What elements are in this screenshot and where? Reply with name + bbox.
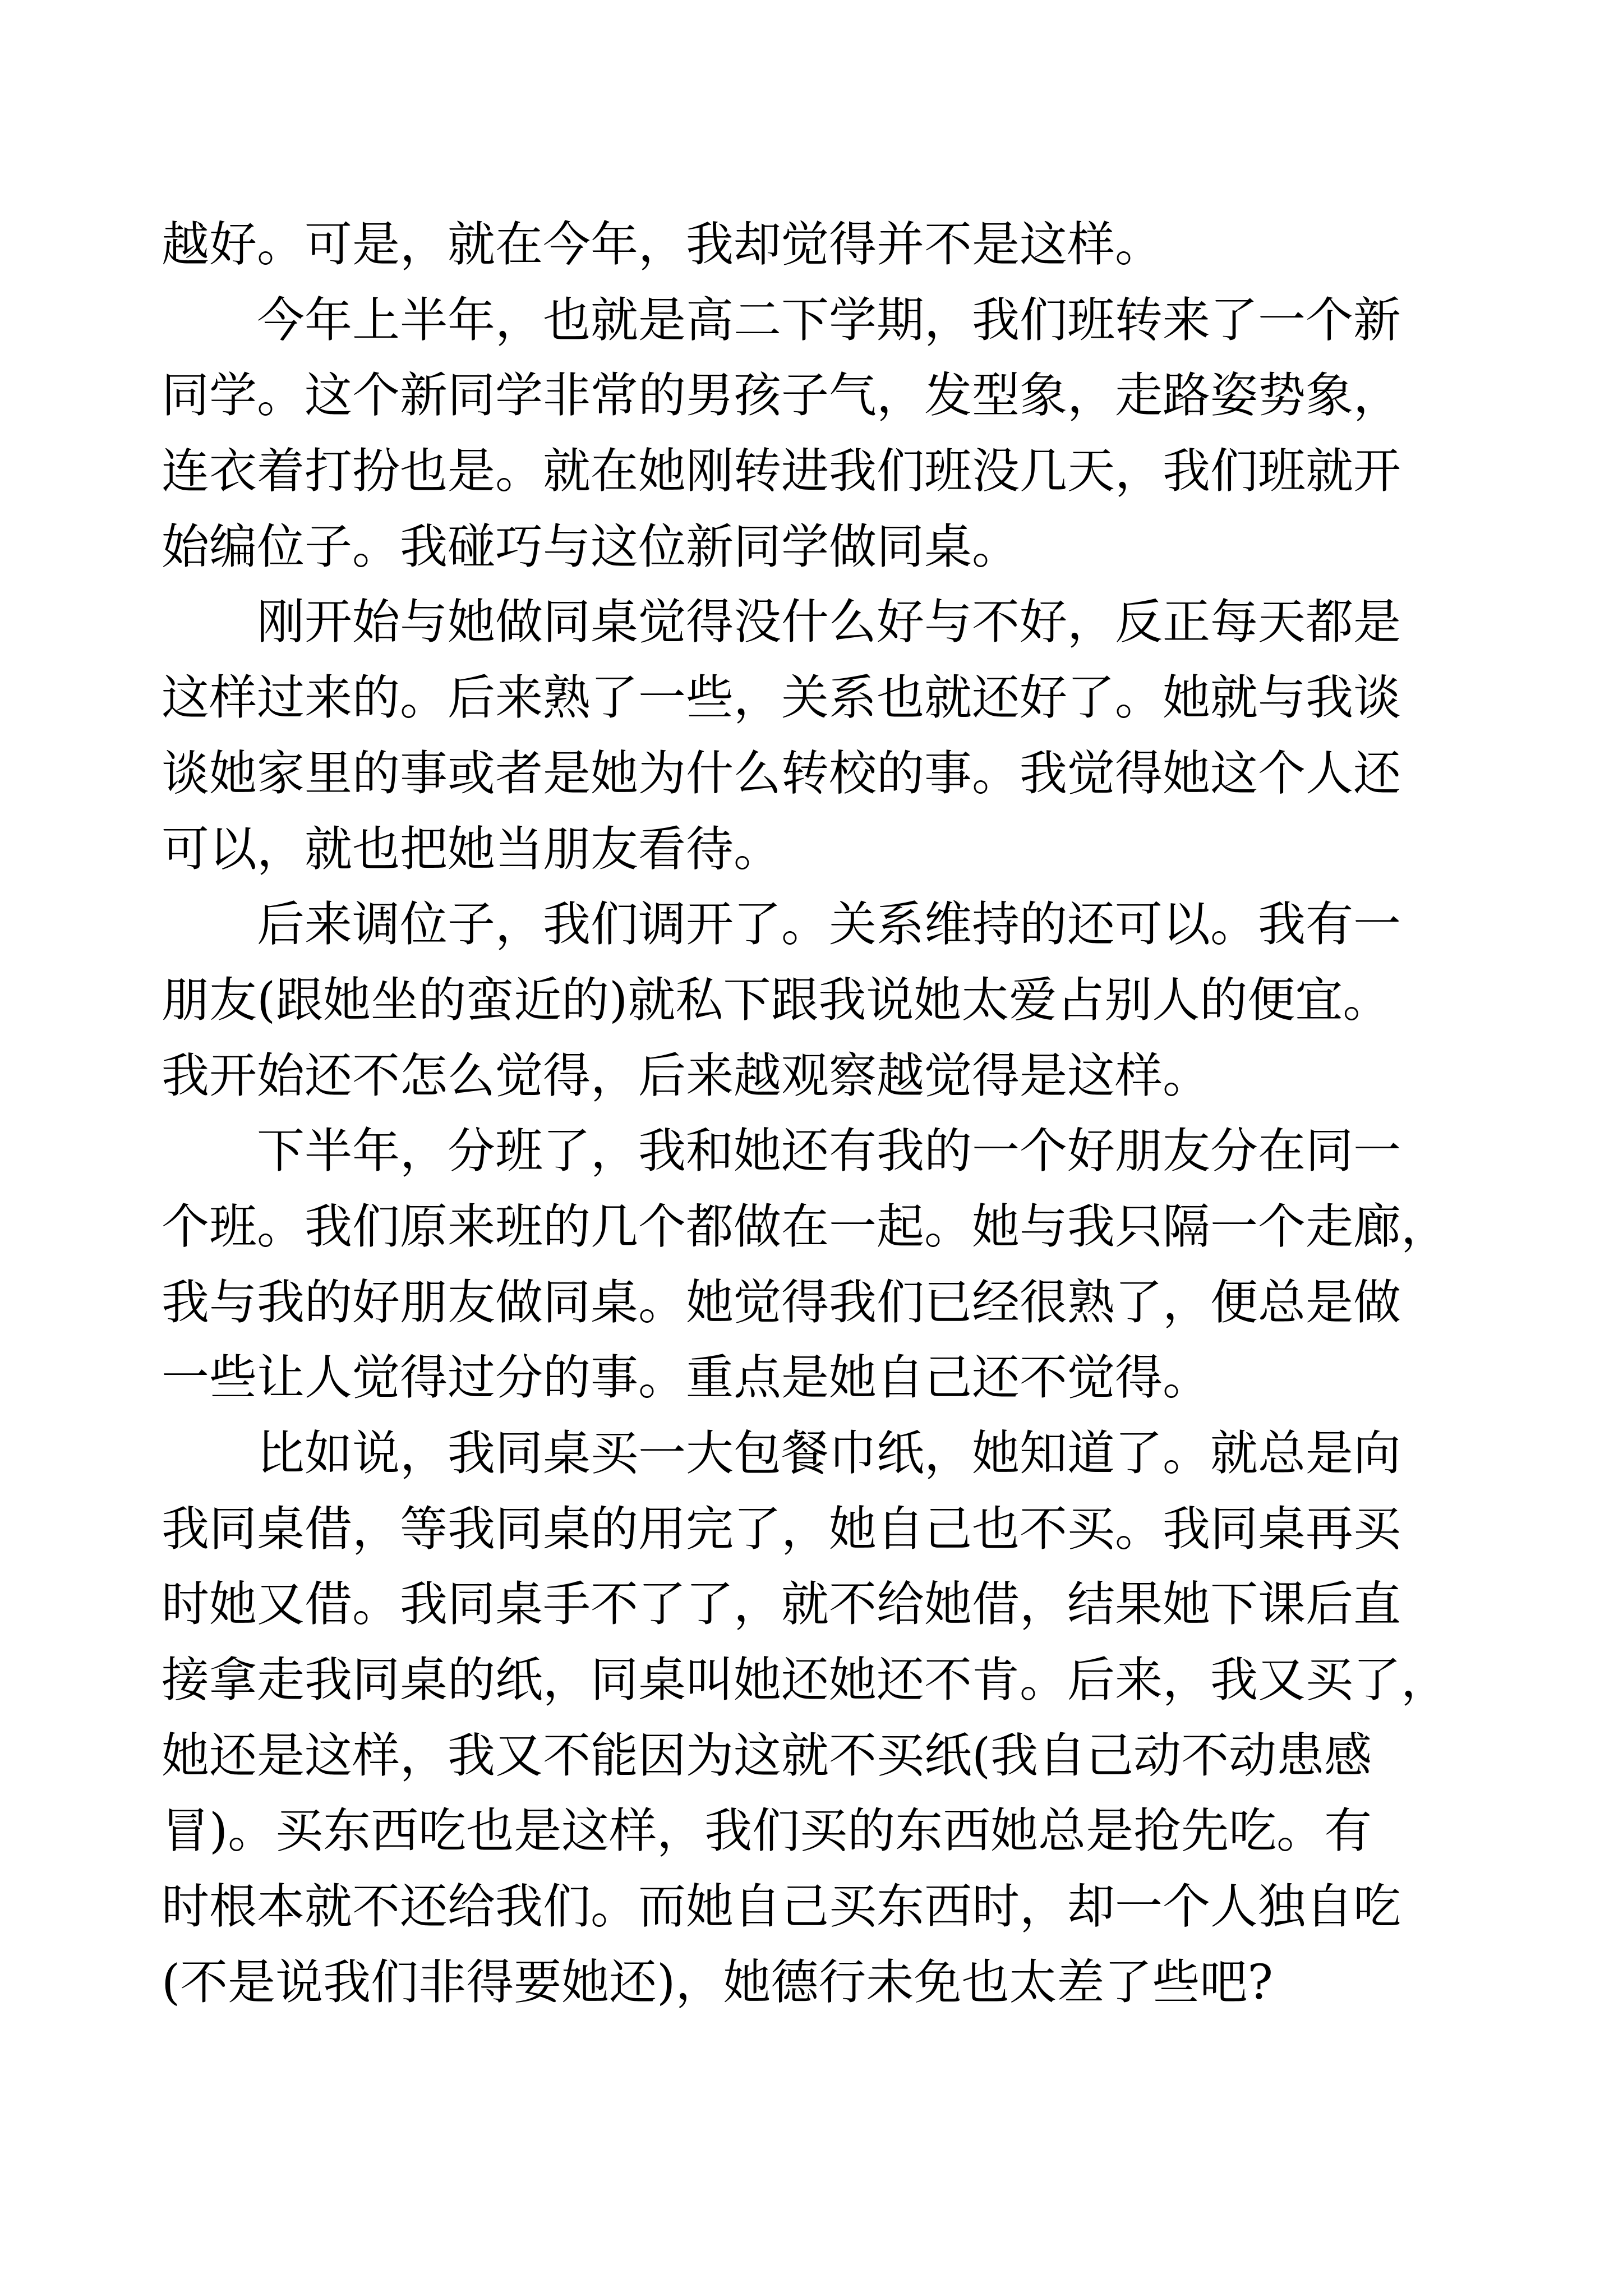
- text-line: 我与我的好朋友做同桌。她觉得我们已经很熟了，便总是做: [162, 1274, 1401, 1331]
- text-line: 下半年，分班了，我和她还有我的一个好朋友分在同一: [257, 1124, 1401, 1180]
- text-line: 一些让人觉得过分的事。重点是她自己还不觉得。: [162, 1350, 1211, 1406]
- text-line: 冒)。买东西吃也是这样，我们买的东西她总是抢先吃。有: [162, 1803, 1372, 1860]
- text-line: 时她又借。我同桌手不了了，就不给她借，结果她下课后直: [162, 1577, 1401, 1633]
- document-text: [162, 208, 1468, 2021]
- text-line: 接拿走我同桌的纸，同桌叫她还她还不肯。后来，我又买了，: [162, 1653, 1449, 1709]
- text-line: 我同桌借，等我同桌的用完了，她自己也不买。我同桌再买: [162, 1501, 1401, 1557]
- text-line: 始编位子。我碰巧与这位新同学做同桌。: [162, 519, 1020, 575]
- text-line: 比如说，我同桌买一大包餐巾纸，她知道了。就总是向: [257, 1426, 1401, 1481]
- text-line: 今年上半年，也就是高二下学期，我们班转来了一个新: [257, 292, 1401, 348]
- text-line: 时根本就不还给我们。而她自己买东西时，却一个人独自吃: [162, 1879, 1401, 1935]
- text-line: 谈她家里的事或者是她为什么转校的事。我觉得她这个人还: [162, 746, 1401, 802]
- text-line: 后来调位子，我们调开了。关系维持的还可以。我有一: [257, 897, 1401, 953]
- text-line: 朋友(跟她坐的蛮近的)就私下跟我说她太爱占别人的便宜。: [162, 972, 1391, 1028]
- text-line: (不是说我们非得要她还)，她德行未免也太差了些吧?: [162, 1954, 1273, 2010]
- text-line: 这样过来的。后来熟了一些，关系也就还好了。她就与我谈: [162, 670, 1401, 726]
- text-line: 个班。我们原来班的几个都做在一起。她与我只隔一个走廊，: [162, 1199, 1449, 1255]
- text-line: 我开始还不怎么觉得，后来越观察越觉得是这样。: [162, 1048, 1211, 1104]
- text-line: 她还是这样，我又不能因为这就不买纸(我自己动不动患感: [162, 1728, 1372, 1784]
- text-line: 刚开始与她做同桌觉得没什么好与不好，反正每天都是: [257, 595, 1401, 651]
- text-line: 连衣着打扮也是。就在她刚转进我们班没几天，我们班就开: [162, 444, 1401, 500]
- text-line: 可以，就也把她当朋友看待。: [162, 821, 782, 877]
- text-line: 同学。这个新同学非常的男孩子气，发型象，走路姿势象，: [162, 368, 1401, 424]
- text-line: 越好。可是，就在今年，我却觉得并不是这样。: [162, 217, 1163, 273]
